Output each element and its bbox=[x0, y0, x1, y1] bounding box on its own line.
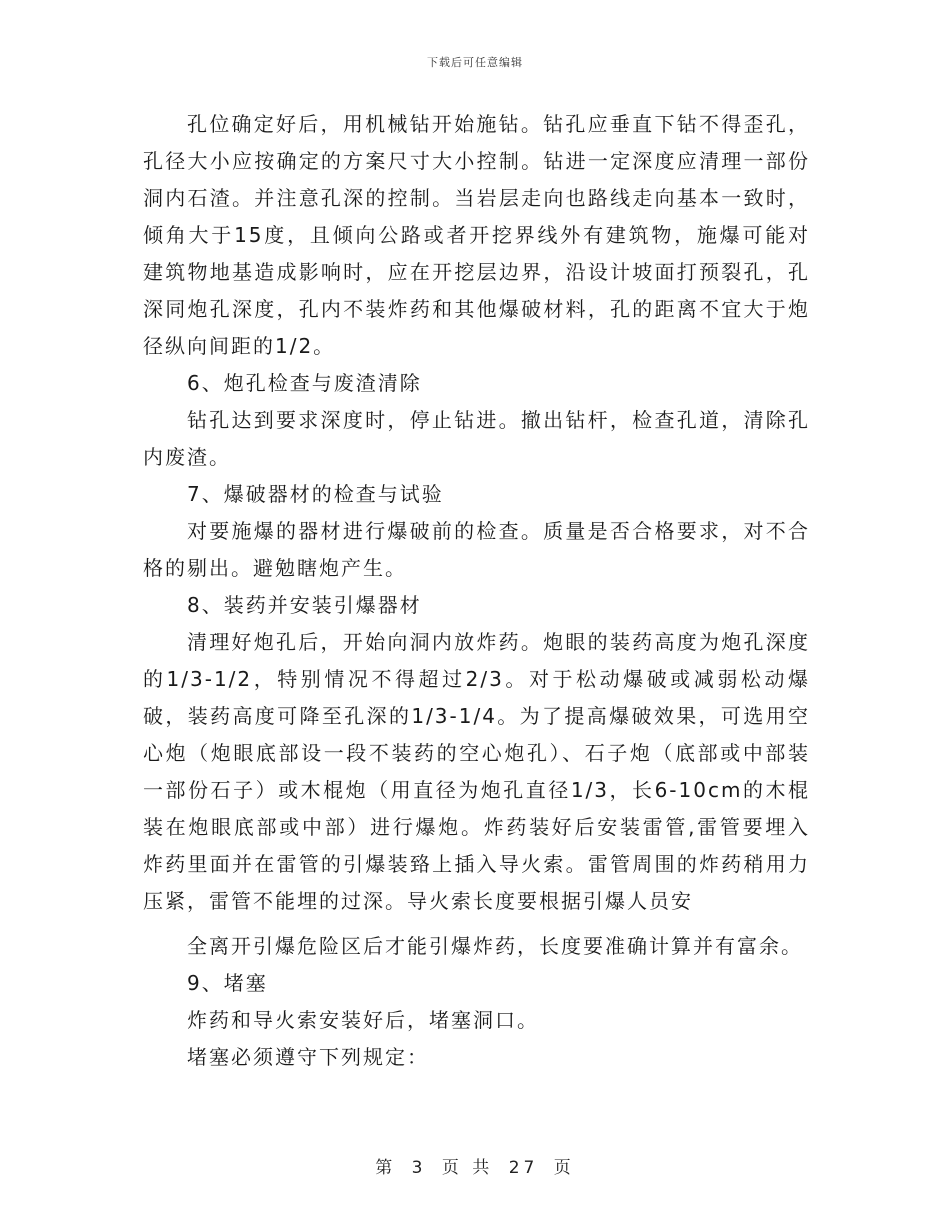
heading-8: 8、装药并安装引爆器材 bbox=[187, 593, 422, 617]
paragraph-drilling: 孔位确定好后，用机械钻开始施钻。钻孔应垂直下钻不得歪孔，孔径大小应按确定的方案尺寸大小控制。钻进一定深度应清理一部份洞内石渣。并注意孔深的控制。当岩层走向也路线走向基本一致时，倾角大于15度，且倾向公路或者开挖界线外有建筑物，施爆可能对建筑物地基造成影响时，应在开挖层边界，沿设计坡面打预裂孔，孔深同炮孔深度，孔内不装炸药和其他爆破材料，孔的距离不宜大于炮径纵向间距的1/2。 bbox=[143, 112, 810, 358]
heading-6: 6、炮孔检查与废渣清除 bbox=[187, 371, 422, 395]
footer-mid: 页 共 bbox=[441, 1158, 494, 1178]
paragraph-charging: 清理好炮孔后，开始向洞内放炸药。炮眼的装药高度为炮孔深度的1/3-1/2，特别情况不得超过2/3。对于松动爆破或减弱松动爆破，装药高度可降至孔深的1/3-1/4。为了提高爆破效果，可选用空心炮（炮眼底部设一段不装药的空心炮孔）、石子炮（底部或中部装一部份石子）或木棍炮（用直径为炮孔直径1/3，长6-10cm的木棍装在炮眼底部或中部）进行爆炮。炸药装好后安装雷管,雷管要埋入炸药里面并在雷管的引爆装臵上插入导火索。雷管周围的炸药稍用力压紧，雷管不能埋的过深。导火索长度要根据引爆人员安 bbox=[143, 630, 810, 913]
paragraph-material-check: 对要施爆的器材进行爆破前的检查。质量是否合格要求，对不合格的剔出。避勉瞎炮产生。 bbox=[143, 519, 810, 580]
page-header: 下载后可任意编辑 bbox=[427, 56, 523, 69]
paragraph-hole-check: 钻孔达到要求深度时，停止钻进。撤出钻杆，检查孔道，清除孔内废渣。 bbox=[143, 408, 810, 469]
footer-page-number: 3 bbox=[411, 1158, 427, 1178]
document-body bbox=[143, 106, 810, 1076]
paragraph-charging-cont: 全离开引爆危险区后才能引爆炸药，长度要准确计算并有富余。 bbox=[187, 934, 803, 958]
heading-9: 9、堵塞 bbox=[187, 971, 268, 995]
heading-7: 7、爆破器材的检查与试验 bbox=[187, 482, 444, 506]
paragraph-stemming: 炸药和导火索安装好后，堵塞洞口。 bbox=[187, 1008, 539, 1032]
page-footer bbox=[0, 1153, 950, 1178]
footer-total-pages: 27 bbox=[508, 1158, 539, 1178]
paragraph-stemming-rules: 堵塞必须遵守下列规定： bbox=[187, 1045, 429, 1069]
footer-prefix: 第 bbox=[375, 1158, 397, 1178]
footer-suffix: 页 bbox=[553, 1158, 575, 1178]
